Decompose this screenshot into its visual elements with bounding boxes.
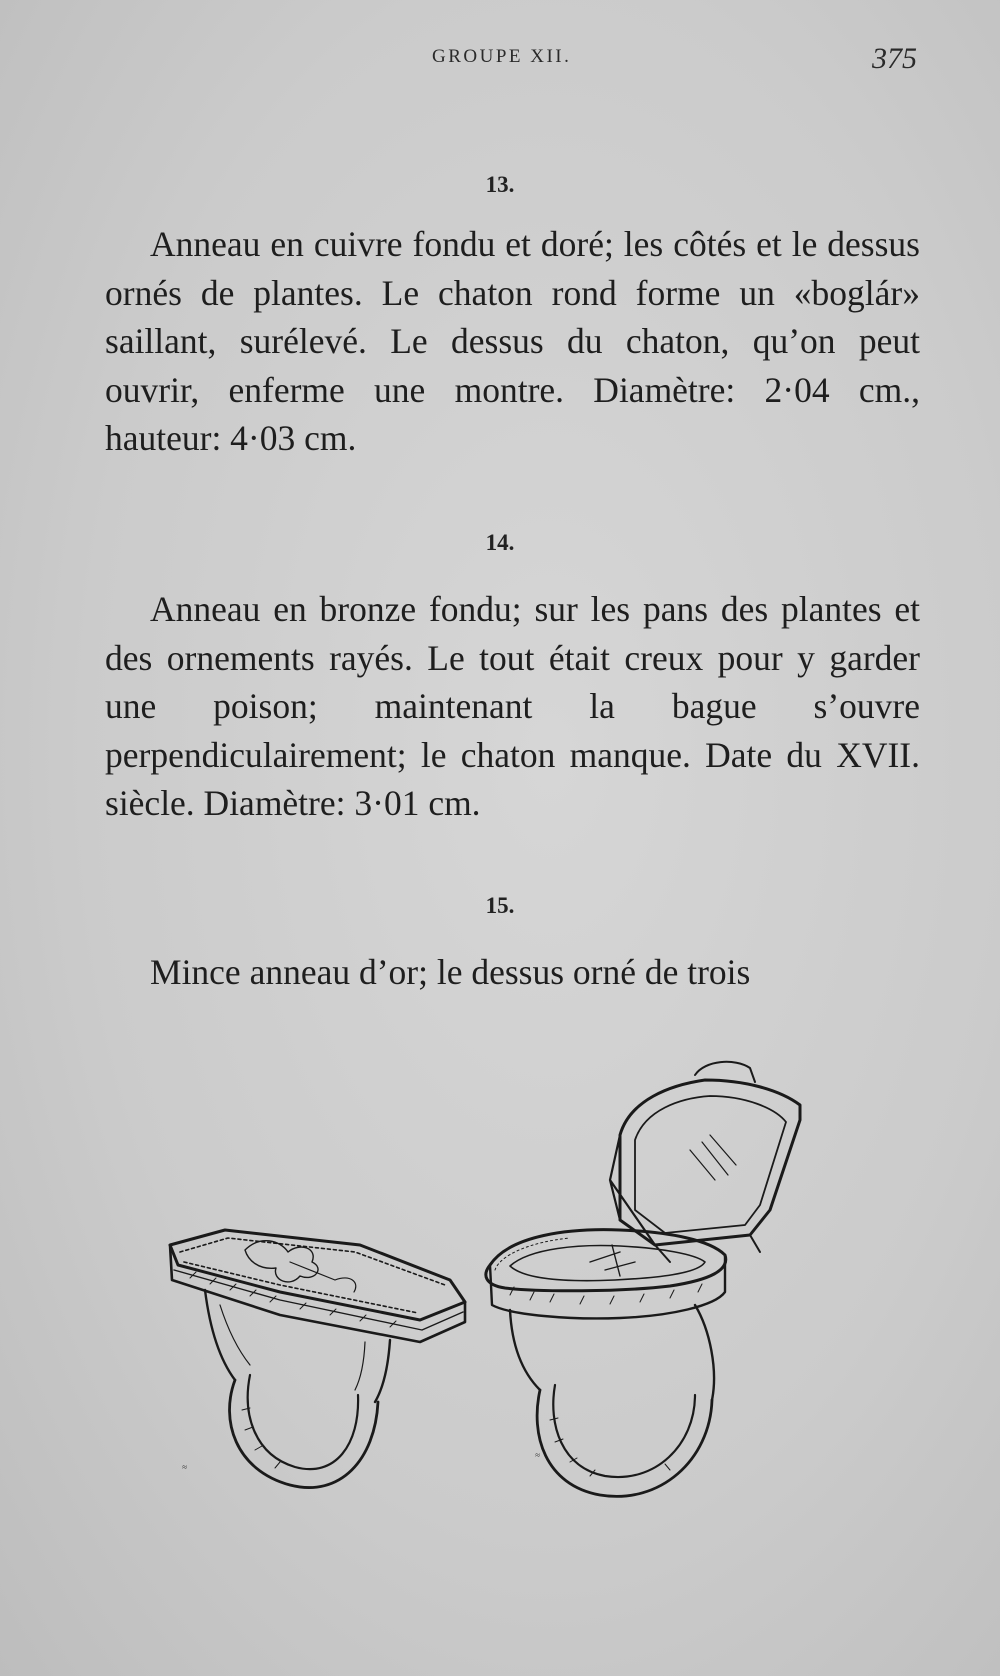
running-title: GROUPE XII.	[432, 46, 572, 67]
page-number: 375	[872, 42, 917, 75]
ring-engraving-illustration	[150, 1030, 910, 1550]
ring-engraving-drawing	[150, 1030, 910, 1550]
closed-ring-drawing	[170, 1230, 465, 1488]
entry-number-13: 13.	[485, 172, 515, 197]
running-head	[0, 42, 1000, 76]
entry-text-14: Anneau en bronze fondu; sur les pans des plantes et des ornements rayés. Le tout était creux pour y garder une poison; maintenant la bague s’ouvre perpendiculairement; le chaton manque. Date du XVII. siècle. Diamètre: 3·01 cm.	[105, 589, 920, 824]
entry-text-13: Anneau en cuivre fondu et doré; les côtés et le dessus ornés de plantes. Le chaton rond forme un «boglár» saillant, surélevé. Le dessus du chaton, qu’on peut ouvrir, enferme une montre. Diamètre: 2·04 cm., hauteur: 4·03 cm.	[105, 224, 920, 459]
entry-number-14: 14.	[485, 530, 515, 555]
open-ring-drawing	[486, 1062, 800, 1497]
engraver-monogram-right: ≈	[535, 1450, 540, 1460]
entry-text-15: Mince anneau d’or; le dessus orné de trois	[150, 952, 751, 992]
engraver-monogram-left: ≈	[182, 1462, 187, 1472]
entry-number-15: 15.	[485, 893, 515, 918]
